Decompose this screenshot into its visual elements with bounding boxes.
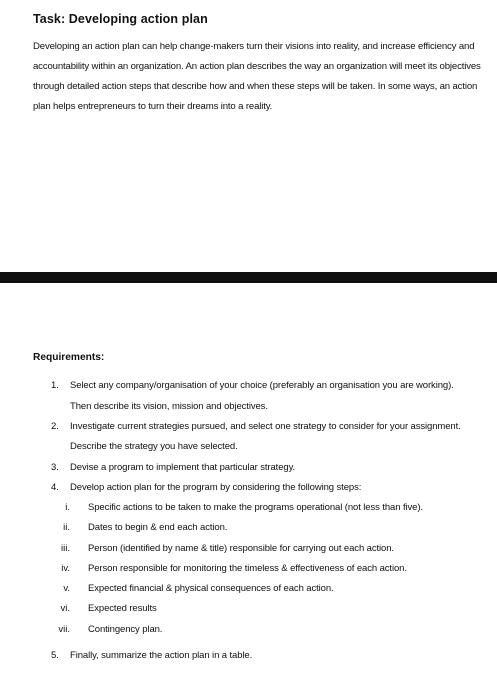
requirement-number: 1.: [51, 380, 59, 391]
step-text: Person (identified by name & title) responsible for carrying out each action.: [88, 543, 394, 554]
requirement-text: Then describe its vision, mission and objectives.: [70, 401, 268, 412]
task-title: Task: Developing action plan: [33, 12, 208, 26]
step-text: Contingency plan.: [88, 624, 163, 635]
step-text: Dates to begin & end each action.: [88, 522, 228, 533]
step-text: Specific actions to be taken to make the programs operational (not less than five).: [88, 502, 423, 513]
step-text: Expected results: [88, 603, 157, 614]
step-number: vi.: [60, 603, 70, 614]
requirement-text: Finally, summarize the action plan in a table.: [70, 650, 253, 661]
step-number: ii.: [63, 522, 70, 533]
step-number: iii.: [61, 543, 70, 554]
section-divider: [0, 272, 497, 283]
intro-line: accountability within an organization. An action plan describes the way an organization will meet its objectives: [33, 61, 481, 72]
intro-line: through detailed action steps that describe how and when these steps will be taken. In some ways, an action: [33, 81, 478, 92]
step-number: i.: [65, 502, 70, 513]
requirement-text: Select any company/organisation of your choice (preferably an organisation you are working).: [70, 380, 454, 391]
intro-line: Developing an action plan can help change-makers turn their visions into reality, and increase efficiency and: [33, 41, 475, 52]
step-number: vii.: [58, 624, 70, 635]
requirement-text: Investigate current strategies pursued, and select one strategy to consider for your assignment.: [70, 421, 461, 432]
requirement-number: 2.: [51, 421, 59, 432]
intro-line: plan helps entrepreneurs to turn their dreams into a reality.: [33, 101, 273, 112]
requirement-text: Develop action plan for the program by considering the following steps:: [70, 482, 362, 493]
step-number: iv.: [61, 563, 70, 574]
requirement-text: Describe the strategy you have selected.: [70, 441, 238, 452]
requirement-number: 3.: [51, 462, 59, 473]
requirements-heading: Requirements:: [33, 352, 105, 363]
step-text: Person responsible for monitoring the timeless & effectiveness of each action.: [88, 563, 407, 574]
step-text: Expected financial & physical consequences of each action.: [88, 583, 334, 594]
step-number: v.: [63, 583, 70, 594]
requirement-number: 4.: [51, 482, 59, 493]
requirement-number: 5.: [51, 650, 59, 661]
requirement-text: Devise a program to implement that particular strategy.: [70, 462, 296, 473]
